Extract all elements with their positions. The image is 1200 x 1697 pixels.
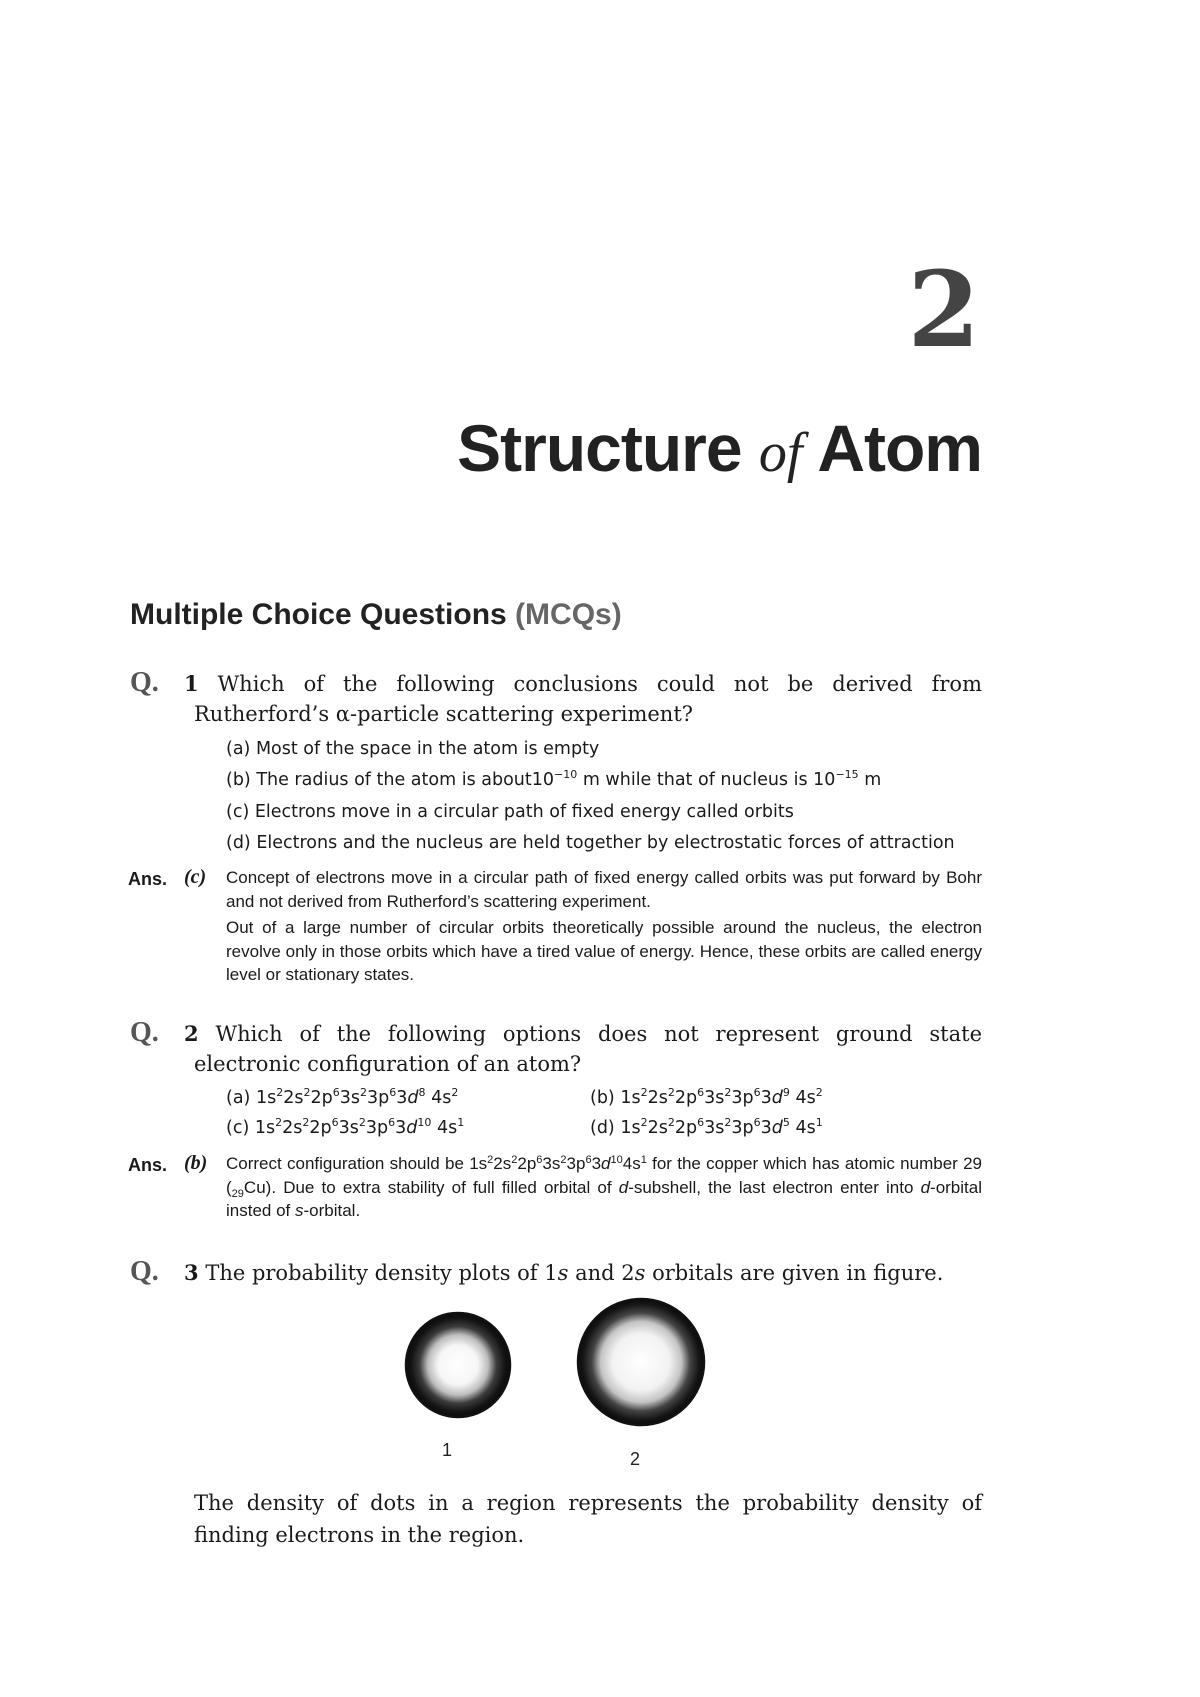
config-exponent: 2 [360, 1086, 367, 1099]
q2-answer-lead: Correct configuration should be [226, 1154, 470, 1173]
config-exponent: 2 [451, 1086, 459, 1099]
chapter-number: 2 [907, 248, 980, 371]
config-orbital: 1s [620, 1118, 641, 1138]
q3-body-text: The density of dots in a region represents the probability density of finding electrons in the region. [194, 1491, 982, 1547]
q-marker: Q. [130, 1256, 159, 1287]
chapter-title-part1: Structure [457, 411, 742, 485]
config-orbital: 2s [493, 1154, 512, 1173]
answer-label: Ans. [128, 1155, 168, 1175]
config-orbital: d [771, 1118, 783, 1138]
config-exponent: 5 [782, 1116, 790, 1129]
config-orbital: 3 [591, 1154, 602, 1173]
option-label: (d) [590, 1118, 621, 1138]
q2-answer-s-word: s [295, 1201, 304, 1220]
config-exponent: 6 [536, 1154, 543, 1166]
chapter-title-of: of [758, 422, 803, 484]
config-orbital: 3p [731, 1118, 754, 1138]
q2-answer-atomic-number: 29 [231, 1187, 244, 1200]
config-exponent: 10 [610, 1154, 623, 1166]
q2-answer-rest3: -orbital insted of [226, 1177, 982, 1220]
config-exponent: 10 [417, 1116, 432, 1129]
question-number: 1 [184, 671, 199, 696]
q2-answer-after-config: for the copper which has atomic number 29 ( [226, 1154, 982, 1197]
question-3-s1: s [557, 1261, 569, 1285]
q2-answer-rest2: -subshell, the last electron enter into [628, 1177, 921, 1197]
config-orbital: 3s [542, 1154, 561, 1173]
config-orbital: 2s [282, 1118, 303, 1138]
config-orbital: 3 [396, 1088, 408, 1108]
q2-answer-d-word: d [618, 1177, 629, 1197]
config-orbital: 3s [704, 1088, 725, 1108]
q2-answer-text [226, 1152, 982, 1223]
config-orbital: 4s [431, 1088, 452, 1108]
q2-option [590, 1117, 823, 1139]
config-orbital: 3 [395, 1118, 407, 1138]
q2-answer-config [469, 1154, 623, 1173]
question-2-line1 [130, 1018, 982, 1049]
figure-label-1: 1 [442, 1440, 453, 1460]
config-exponent: 6 [388, 1116, 396, 1129]
config-exponent: 2 [276, 1086, 284, 1099]
question-1-text-line2: Rutherford’s α-particle scattering experiment? [194, 702, 694, 726]
config-exponent: 6 [331, 1116, 339, 1129]
config-exponent: 1 [457, 1116, 465, 1129]
config-exponent: 6 [753, 1116, 761, 1129]
config-exponent: 6 [697, 1086, 705, 1099]
config-exponent: 2 [667, 1116, 675, 1129]
q-marker: Q. [130, 667, 159, 698]
config-exponent: 2 [640, 1086, 648, 1099]
config-orbital: d [407, 1088, 419, 1108]
config-orbital: 3p [566, 1154, 586, 1173]
section-title-paren: (MCQs) [515, 598, 622, 631]
chapter-title-part2: Atom [817, 411, 982, 485]
q1-option-b-post: m [858, 770, 882, 790]
config-exponent: 8 [418, 1086, 426, 1099]
q1-option-b [226, 769, 881, 791]
question-2-text-line1: Which of the following options does not represent ground state [215, 1022, 982, 1046]
config-orbital: 2p [310, 1088, 333, 1108]
section-title-text: Multiple Choice Questions [130, 598, 507, 631]
config-orbital: 2p [674, 1118, 698, 1138]
config-orbital: 3s [339, 1088, 360, 1108]
question-3-text-pre: The probability density plots of 1 [205, 1261, 558, 1285]
question-1 [130, 668, 982, 729]
config-exponent: 2 [302, 1116, 310, 1129]
section-title [130, 598, 622, 632]
q2-answer-rest1: ). Due to extra stability of full filled orbital of [265, 1177, 619, 1197]
question-3-text-mid: and 2 [568, 1261, 635, 1285]
config-orbital: 2p [517, 1154, 537, 1173]
config-exponent: 2 [560, 1154, 567, 1166]
config-orbital: 3 [760, 1088, 772, 1108]
question-number: 2 [184, 1021, 199, 1046]
config-orbital: 3p [731, 1088, 754, 1108]
question-number: 3 [184, 1260, 199, 1285]
config-orbital: 4s [436, 1118, 458, 1138]
figure-label-2: 2 [630, 1449, 641, 1469]
q2-answer-rest4: -orbital. [303, 1201, 361, 1220]
q1-option-b-base1: 10 [531, 770, 555, 790]
question-3 [130, 1257, 982, 1288]
config-orbital: d [406, 1118, 418, 1138]
q2-option [226, 1117, 464, 1139]
config-orbital: 1s [620, 1088, 641, 1108]
config-exponent: 2 [667, 1086, 675, 1099]
config-exponent: 2 [724, 1116, 732, 1129]
config-exponent: 6 [332, 1086, 340, 1099]
config-orbital: 2s [283, 1088, 304, 1108]
config-exponent: 2 [815, 1086, 823, 1099]
config-exponent: 9 [782, 1086, 790, 1099]
config-exponent: 2 [358, 1116, 366, 1129]
config-orbital: d [771, 1088, 783, 1108]
q2-answer-config-tail: 4s [622, 1154, 641, 1173]
config-exponent: 2 [511, 1154, 518, 1166]
q1-option-b-exp2: −15 [835, 768, 859, 781]
config-exponent: 6 [585, 1154, 592, 1166]
config-orbital: 2s [647, 1088, 668, 1108]
config-exponent: 2 [303, 1086, 311, 1099]
q1-option-b-pre: (b) The radius of the atom is about [226, 770, 532, 790]
option-label: (c) [226, 1118, 255, 1138]
question-3-line1 [130, 1257, 982, 1288]
q2-option [226, 1087, 458, 1109]
q1-answer-para1: Concept of electrons move in a circular path of fixed energy called orbits was put forward by Bohr and not derived from Rutherford’s scattering experiment. [226, 868, 982, 911]
question-2-text-line2: electronic configuration of an atom? [194, 1052, 582, 1076]
orbital-1s-plot [406, 1313, 510, 1417]
config-orbital: 4s [795, 1118, 816, 1138]
orbital-density-figure [390, 1295, 720, 1475]
q1-option-b-mid: m while that of nucleus is [577, 770, 814, 790]
question-3-text-post: orbitals are given in figure. [645, 1261, 944, 1285]
config-orbital: 3s [704, 1118, 725, 1138]
q2-answer-d-word2: d [920, 1177, 931, 1197]
config-exponent: 1 [815, 1116, 823, 1129]
config-orbital: 1s [469, 1154, 488, 1173]
q1-option-b-base2: 10 [813, 770, 836, 790]
config-exponent: 2 [275, 1116, 283, 1129]
config-orbital: 3 [760, 1118, 772, 1138]
config-orbital: d [601, 1154, 611, 1173]
config-orbital: 2p [309, 1118, 332, 1138]
question-1-line1 [130, 668, 982, 699]
config-orbital: 3p [367, 1088, 390, 1108]
q1-option-b-exp1: −10 [554, 768, 578, 781]
q2-answer-cu: Cu [243, 1177, 266, 1197]
q1-option-a: (a) Most of the space in the atom is empty [226, 739, 600, 759]
config-exponent: 2 [487, 1154, 494, 1166]
q1-answer-letter: (c) [184, 866, 207, 888]
config-exponent: 2 [724, 1086, 732, 1099]
config-exponent: 2 [640, 1116, 648, 1129]
config-exponent: 6 [389, 1086, 397, 1099]
q2-answer-config-tail-exp: 1 [640, 1154, 647, 1166]
option-label: (b) [590, 1088, 621, 1108]
config-exponent: 6 [753, 1086, 761, 1099]
config-orbital: 3s [338, 1118, 359, 1138]
config-orbital: 4s [795, 1088, 816, 1108]
orbital-2s-plot [578, 1299, 704, 1425]
config-orbital: 1s [255, 1088, 277, 1108]
q2-answer-letter: (b) [184, 1152, 208, 1174]
config-orbital: 2p [674, 1088, 698, 1108]
question-1-text-line1: Which of the following conclusions could not be derived from [217, 672, 982, 696]
q2-option [590, 1087, 823, 1109]
answer-label: Ans. [128, 869, 168, 889]
chapter-title [300, 411, 982, 485]
q1-answer-para2: Out of a large number of circular orbits theoretically possible around the nucleus, the electron revolve only in those orbits which have a tired value of energy. Hence, these orbits are called energy level or stationary states. [226, 918, 982, 984]
option-label: (a) [226, 1088, 256, 1108]
question-3-s2: s [634, 1261, 646, 1285]
q1-option-c: (c) Electrons move in a circular path of fixed energy called orbits [226, 802, 794, 822]
config-orbital: 2s [647, 1118, 668, 1138]
question-2 [130, 1018, 982, 1079]
config-orbital: 1s [254, 1118, 276, 1138]
q-marker: Q. [130, 1017, 159, 1048]
q1-option-d: (d) Electrons and the nucleus are held together by electrostatic forces of attraction [226, 833, 955, 853]
config-orbital: 3p [365, 1118, 389, 1138]
config-exponent: 6 [697, 1116, 705, 1129]
